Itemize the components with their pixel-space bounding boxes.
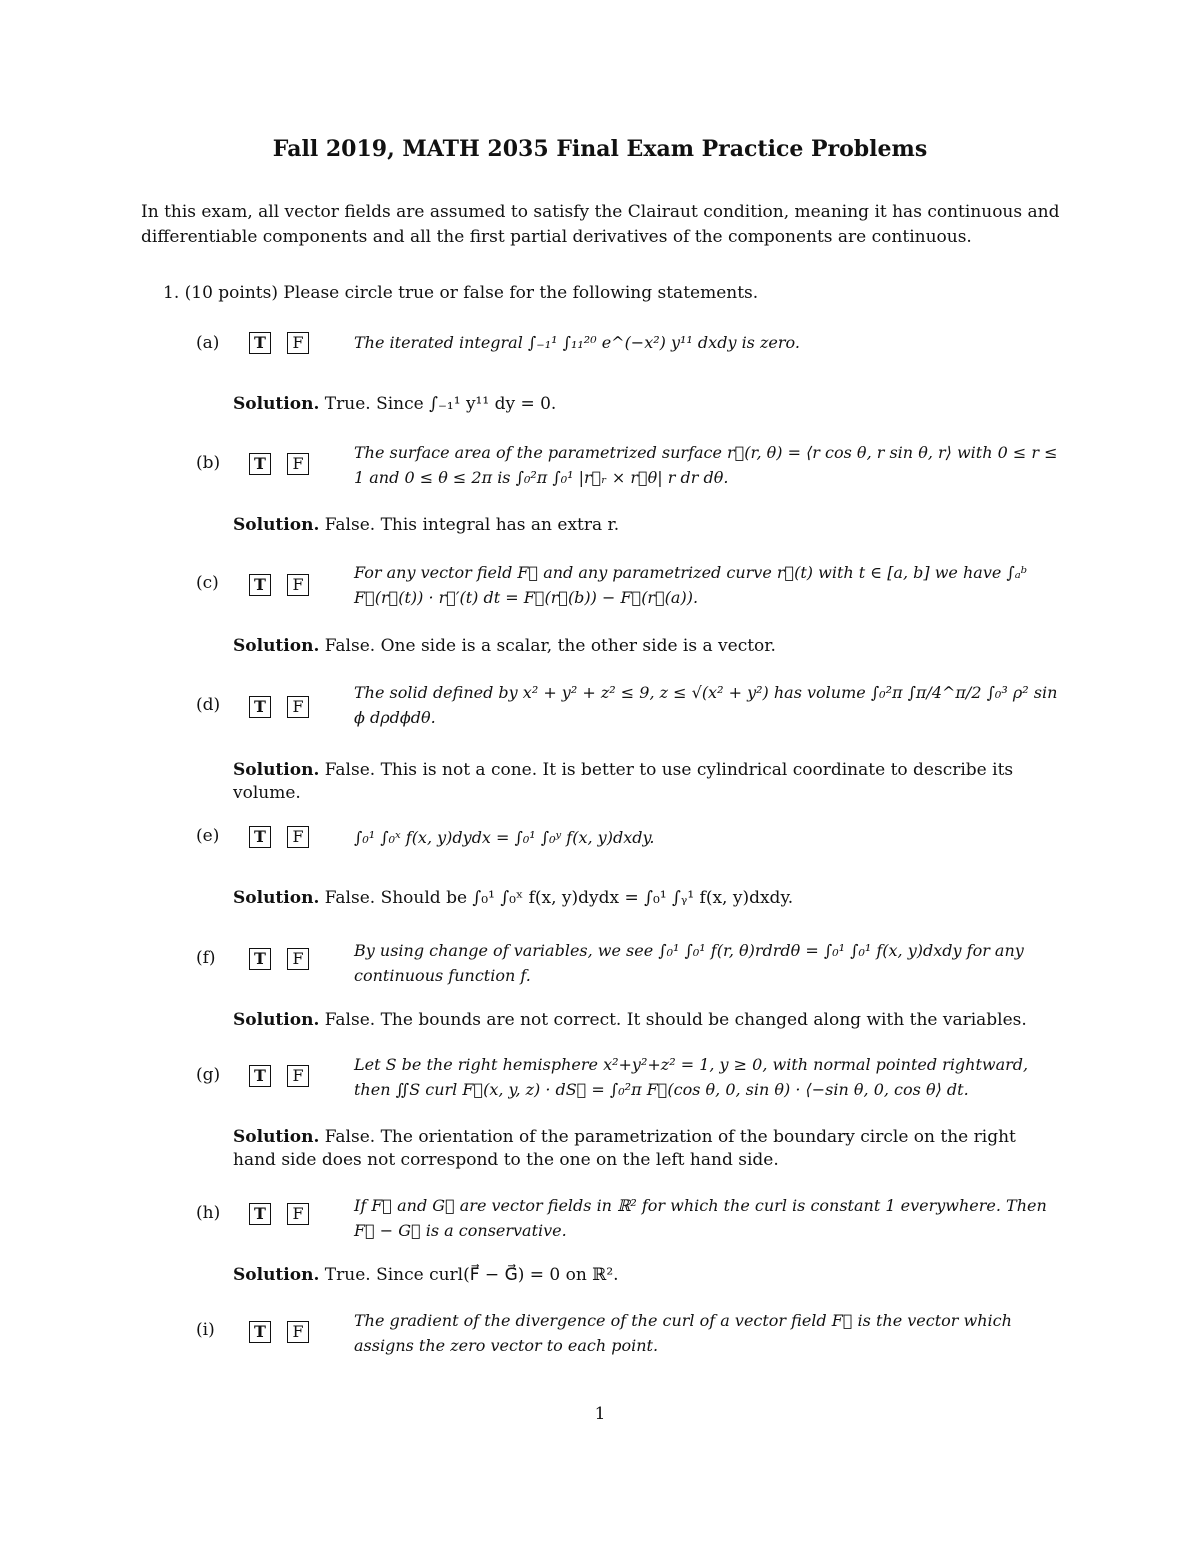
solution-text: False. One side is a scalar, the other side is a vector. <box>324 636 776 656</box>
solution-a <box>233 393 1060 416</box>
solution-text: False. The bounds are not correct. It should be changed along with the variables. <box>324 1010 1027 1030</box>
statement: By using change of variables, we see ∫₀¹ ∫₀¹ f(r, θ)rdrdθ = ∫₀¹ ∫₀¹ f(x, y)dxdy for any continuous function f. <box>354 941 1024 985</box>
solution-text: False. Should be ∫₀¹ ∫₀ˣ f(x, y)dydx = ∫₀¹ ∫ᵧ¹ f(x, y)dxdy. <box>324 888 794 908</box>
item-label: (a) <box>196 333 220 353</box>
statement: The solid defined by x² + y² + z² ≤ 9, z ≤ √(x² + y²) has volume ∫₀²π ∫π/4^π/2 ∫₀³ ρ² sin ϕ dρdϕdθ. <box>354 683 1058 727</box>
true-box[interactable]: T <box>249 1065 271 1087</box>
solution-label: Solution. <box>233 1265 320 1285</box>
solution-text: False. The orientation of the parametrization of the boundary circle on the right hand side does not correspond to the one on the left hand side. <box>233 1127 1016 1170</box>
false-box[interactable]: F <box>287 1321 309 1343</box>
solution-label: Solution. <box>233 760 320 780</box>
solution-text: True. Since ∫₋₁¹ y¹¹ dy = 0. <box>324 394 557 414</box>
false-box[interactable]: F <box>287 332 309 354</box>
solution-label: Solution. <box>233 1010 320 1030</box>
item-label: (g) <box>196 1065 221 1085</box>
solution-label: Solution. <box>233 888 320 908</box>
true-box[interactable]: T <box>249 1203 271 1225</box>
solution-label: Solution. <box>233 636 320 656</box>
intro-paragraph: In this exam, all vector fields are assumed to satisfy the Clairaut condition, meaning it has continuous and differentiable components and all the first partial derivatives of the components are continuous. <box>141 202 1060 247</box>
false-box[interactable]: F <box>287 1203 309 1225</box>
true-box[interactable]: T <box>249 696 271 718</box>
true-box[interactable]: T <box>249 453 271 475</box>
statement: The gradient of the divergence of the curl of a vector field F⃗ is the vector which assigns the zero vector to each point. <box>354 1311 1012 1355</box>
solution-label: Solution. <box>233 394 320 414</box>
solution-c <box>233 635 1060 658</box>
statement: The iterated integral ∫₋₁¹ ∫₁₁²⁰ e^(−x²) y¹¹ dxdy is zero. <box>354 333 800 352</box>
solution-text: False. This integral has an extra r. <box>324 515 620 535</box>
solution-e <box>233 887 1060 910</box>
item-label: (i) <box>196 1320 215 1340</box>
item-label: (h) <box>196 1203 221 1223</box>
solution-f <box>233 1009 1060 1032</box>
true-box[interactable]: T <box>249 574 271 596</box>
question-1-prompt: 1. (10 points) Please circle true or false for the following statements. <box>163 283 759 303</box>
statement: Let S be the right hemisphere x²+y²+z² = 1, y ≥ 0, with normal pointed rightward, then ∬S curl F⃗(x, y, z) · dS⃗ = ∫₀²π F⃗(cos θ, 0, sin θ) · ⟨−sin θ, 0, cos θ⟩ dt. <box>354 1055 1029 1099</box>
solution-label: Solution. <box>233 1127 320 1147</box>
true-box[interactable]: T <box>249 948 271 970</box>
statement: For any vector field F⃗ and any parametrized curve r⃗(t) with t ∈ [a, b] we have ∫ₐᵇ F⃗(r⃗(t)) · r⃗′(t) dt = F⃗(r⃗(b)) − F⃗(r⃗(a)). <box>354 563 1028 607</box>
false-box[interactable]: F <box>287 574 309 596</box>
solution-text: True. Since curl(F⃗ − G⃗) = 0 on ℝ². <box>324 1265 619 1285</box>
page-title: Fall 2019, MATH 2035 Final Exam Practice Problems <box>272 136 928 162</box>
false-box[interactable]: F <box>287 826 309 848</box>
item-label: (d) <box>196 695 221 715</box>
false-box[interactable]: F <box>287 696 309 718</box>
true-box[interactable]: T <box>249 826 271 848</box>
true-box[interactable]: T <box>249 332 271 354</box>
solution-g <box>233 1126 1060 1172</box>
solution-text: False. This is not a cone. It is better to use cylindrical coordinate to describe its volume. <box>233 760 1014 803</box>
false-box[interactable]: F <box>287 453 309 475</box>
statement: If F⃗ and G⃗ are vector fields in ℝ² for which the curl is constant 1 everywhere. Then F⃗ − G⃗ is a conservative. <box>354 1196 1047 1240</box>
false-box[interactable]: F <box>287 948 309 970</box>
true-box[interactable]: T <box>249 1321 271 1343</box>
solution-h <box>233 1264 1060 1287</box>
item-label: (b) <box>196 453 221 473</box>
page-number: 1 <box>594 1404 606 1424</box>
solution-d <box>233 759 1060 805</box>
statement: The surface area of the parametrized surface r⃗(r, θ) = ⟨r cos θ, r sin θ, r⟩ with 0 ≤ r ≤ 1 and 0 ≤ θ ≤ 2π is ∫₀²π ∫₀¹ |r⃗ᵣ × r⃗θ| r dr dθ. <box>354 443 1058 487</box>
statement: ∫₀¹ ∫₀ˣ f(x, y)dydx = ∫₀¹ ∫₀ʸ f(x, y)dxdy. <box>354 828 655 847</box>
item-label: (c) <box>196 573 219 593</box>
solution-label: Solution. <box>233 515 320 535</box>
false-box[interactable]: F <box>287 1065 309 1087</box>
item-label: (e) <box>196 826 220 846</box>
item-label: (f) <box>196 948 216 968</box>
solution-b <box>233 514 1060 537</box>
